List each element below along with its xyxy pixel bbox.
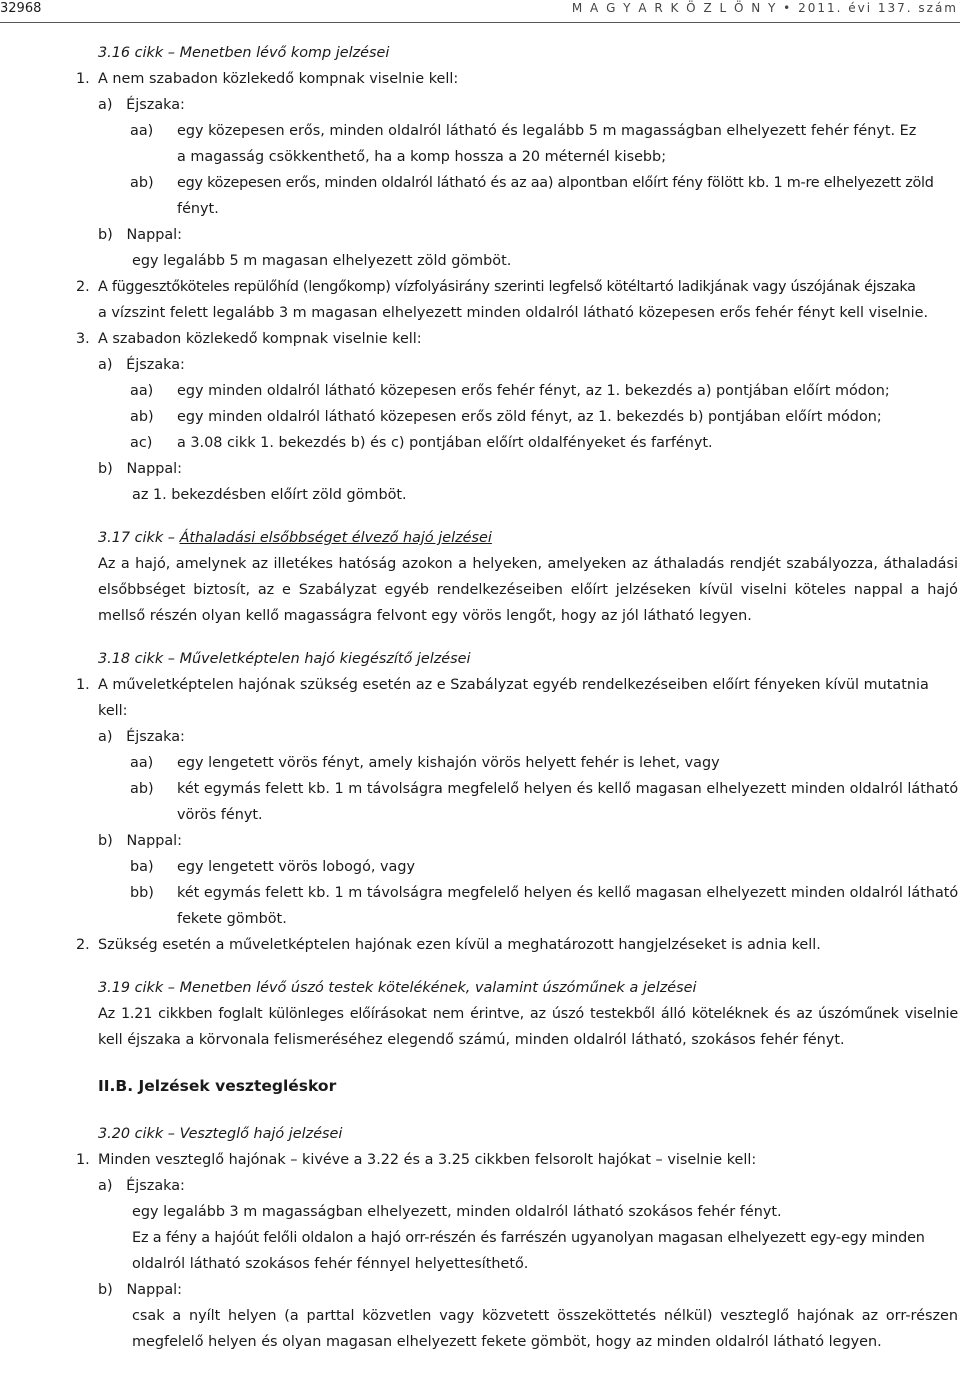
subpoint-text: fekete gömböt. xyxy=(177,911,287,927)
subpoint-ba xyxy=(76,854,958,880)
subpoint-ac xyxy=(76,430,958,456)
subpoint-marker: aa) xyxy=(130,755,154,771)
subpoint-aa xyxy=(76,750,958,776)
point-marker: a) xyxy=(98,729,113,745)
journal-title: M A G Y A R K Ö Z L Ö N Y • 2011. évi 137. szám xyxy=(571,1,958,15)
section-heading-3-17: 3.17 cikk – Áthaladási elsőbbséget élvező hajó jelzései xyxy=(98,530,492,546)
point-text: megfelelő helyen és olyan magasan elhelyezett fekete gömböt, hogy az minden oldalról látható legyen. xyxy=(132,1334,882,1350)
paragraph-number: 2. xyxy=(76,937,90,953)
point-b xyxy=(76,456,958,482)
paragraph-line: Az a hajó, amelynek az illetékes hatóság azokon a helyeken, amelyeken az áthaladás rendjét szabályozza, áthaladási xyxy=(98,556,958,572)
paragraph-line: kell éjszaka a körvonala felismeréséhez elegendő számú, minden oldalról látható, szokásos fehér fényt. xyxy=(98,1032,845,1048)
point-label: Nappal: xyxy=(126,833,183,849)
point-label: Nappal: xyxy=(126,227,183,243)
paragraph-1 xyxy=(76,66,958,92)
section-heading-3-18: 3.18 cikk – Műveletképtelen hajó kiegészítő jelzései xyxy=(98,651,471,667)
paragraph-number: 1. xyxy=(76,71,90,87)
heading-title: Veszteglő hajó jelzései xyxy=(179,1126,343,1142)
paragraph-line: elsőbbséget biztosít, az e Szabályzat egyéb rendelkezéseiben előírt jelzéseken kívül viselni köteles nappal a hajó xyxy=(98,582,958,598)
paragraph-2 xyxy=(76,274,958,300)
paragraph-text: Minden veszteglő hajónak – kivéve a 3.22 és a 3.25 cikkben felsorolt hajókat – viselnie kell: xyxy=(98,1152,757,1168)
subpoint-text: vörös fényt. xyxy=(177,807,263,823)
page-number: 32968 xyxy=(0,1,42,16)
paragraph-number: 3. xyxy=(76,331,90,347)
paragraph-text: Szükség esetén a műveletképtelen hajónak ezen kívül a meghatározott hangjelzéseket is adnia kell. xyxy=(98,937,821,953)
section-heading-3-16: 3.16 cikk – Menetben lévő komp jelzései xyxy=(98,45,390,61)
point-a xyxy=(76,1173,958,1199)
heading-number: 3.19 cikk xyxy=(98,980,164,996)
subpoint-marker: ab) xyxy=(130,409,154,425)
point-marker: a) xyxy=(98,357,113,373)
point-marker: a) xyxy=(98,1178,113,1194)
paragraph-2-cont xyxy=(76,300,958,326)
point-b xyxy=(76,222,958,248)
subpoint-marker: aa) xyxy=(130,383,154,399)
section-heading-3-19: 3.19 cikk – Menetben lévő úszó testek kötelékének, valamint úszóműnek a jelzései xyxy=(98,980,697,996)
point-a xyxy=(76,352,958,378)
point-text: egy legalább 3 m magasságban elhelyezett, minden oldalról látható szokásos fehér fényt. xyxy=(132,1204,782,1220)
heading-number: 3.17 cikk xyxy=(98,530,164,546)
paragraph-line: Az 1.21 cikkben foglalt különleges előírásokat nem érintve, az úszó testekből álló köteléknek és az úszóműnek viselnie xyxy=(98,1006,958,1022)
point-text: csak a nyílt helyen (a parttal közvetlen vagy közvetett összeköttetés nélkül) veszteglő hajónak az orr-részen xyxy=(132,1308,958,1324)
subpoint-marker: ab) xyxy=(130,781,154,797)
subpoint-marker: ab) xyxy=(130,175,154,191)
point-b-text xyxy=(76,1303,958,1329)
paragraph-3 xyxy=(76,326,958,352)
point-b xyxy=(76,1277,958,1303)
point-label: Éjszaka: xyxy=(126,729,185,745)
paragraph-1-cont xyxy=(76,698,958,724)
paragraph-text xyxy=(76,1001,958,1027)
subpoint-text: fényt. xyxy=(177,201,219,217)
heading-title: Menetben lévő úszó testek kötelékének, valamint úszóműnek a jelzései xyxy=(179,980,697,996)
paragraph-text: A nem szabadon közlekedő kompnak viselnie kell: xyxy=(98,71,459,87)
point-marker: b) xyxy=(98,833,113,849)
point-marker: b) xyxy=(98,1282,113,1298)
point-marker: b) xyxy=(98,227,113,243)
paragraph-2 xyxy=(76,932,958,958)
heading-number: 3.16 cikk xyxy=(98,45,164,61)
heading-title: Áthaladási elsőbbséget élvező hajó jelzései xyxy=(179,530,492,546)
subpoint-text: egy lengetett vörös fényt, amely kishajón vörös helyett fehér is lehet, vagy xyxy=(177,755,720,771)
subpoint-aa-cont xyxy=(76,144,958,170)
subpoint-marker: aa) xyxy=(130,123,154,139)
paragraph-number: 2. xyxy=(76,279,90,295)
heading-number: 3.18 cikk xyxy=(98,651,164,667)
heading-number: 3.20 cikk xyxy=(98,1126,164,1142)
subpoint-ab xyxy=(76,170,958,196)
subpoint-aa xyxy=(76,378,958,404)
section-heading-3-20: 3.20 cikk – Veszteglő hajó jelzései xyxy=(98,1126,343,1142)
subpoint-text: egy közepesen erős, minden oldalról látható és legalább 5 m magasságban elhelyezett fehér fényt. Ez xyxy=(177,123,917,139)
part-title: II.B. Jelzések vesztegléskor xyxy=(98,1077,337,1095)
paragraph-text xyxy=(76,1027,958,1053)
subpoint-text: két egymás felett kb. 1 m távolságra megfelelő helyen és kellő magasan elhelyezett minden oldalról látható xyxy=(177,885,959,901)
point-marker: b) xyxy=(98,461,113,477)
subpoint-ab xyxy=(76,776,958,802)
point-label: Éjszaka: xyxy=(126,357,185,373)
point-a-text xyxy=(76,1251,958,1277)
part-title-ii-b xyxy=(76,1073,958,1099)
paragraph-number: 1. xyxy=(76,1152,90,1168)
subpoint-text: egy lengetett vörös lobogó, vagy xyxy=(177,859,416,875)
subpoint-ab-cont xyxy=(76,196,958,222)
point-text: Ez a fény a hajóút felőli oldalon a hajó orr-részén és farrészén ugyanolyan magasan elhelyezett egy-egy minden xyxy=(132,1230,925,1246)
paragraph-number: 1. xyxy=(76,677,90,693)
point-b xyxy=(76,828,958,854)
subpoint-marker: ba) xyxy=(130,859,154,875)
subpoint-text: a 3.08 cikk 1. bekezdés b) és c) pontjában előírt oldalfényeket és farfényt. xyxy=(177,435,713,451)
point-label: Éjszaka: xyxy=(126,1178,185,1194)
paragraph-text: A műveletképtelen hajónak szükség esetén az e Szabályzat egyéb rendelkezéseiben előírt fényeken kívül mutatnia xyxy=(98,677,929,693)
point-text: oldalról látható szokásos fehér fénnyel helyettesíthető. xyxy=(132,1256,529,1272)
subpoint-text: egy közepesen erős, minden oldalról látható és az aa) alpontban előírt fény fölött kb. 1 m-re elhelyezett zöld xyxy=(177,175,934,191)
header-rule xyxy=(0,22,960,23)
point-label: Nappal: xyxy=(126,1282,183,1298)
subpoint-ab xyxy=(76,404,958,430)
heading-title: Menetben lévő komp jelzései xyxy=(179,45,390,61)
paragraph-text xyxy=(76,603,958,629)
subpoint-aa xyxy=(76,118,958,144)
document-body xyxy=(76,40,958,1355)
subpoint-bb xyxy=(76,880,958,906)
point-label: Nappal: xyxy=(126,461,183,477)
subpoint-marker: bb) xyxy=(130,885,154,901)
subpoint-bb-cont xyxy=(76,906,958,932)
spacer xyxy=(76,1099,958,1121)
spacer xyxy=(76,629,958,646)
point-b-text xyxy=(76,1329,958,1355)
point-a xyxy=(76,724,958,750)
paragraph-text: A szabadon közlekedő kompnak viselnie kell: xyxy=(98,331,422,347)
point-text: egy legalább 5 m magasan elhelyezett zöld gömböt. xyxy=(132,253,512,269)
heading-title: Műveletképtelen hajó kiegészítő jelzései xyxy=(179,651,471,667)
subpoint-text: egy minden oldalról látható közepesen erős zöld fényt, az 1. bekezdés b) pontjában előírt módon; xyxy=(177,409,882,425)
point-text: az 1. bekezdésben előírt zöld gömböt. xyxy=(132,487,407,503)
spacer xyxy=(76,958,958,975)
point-a xyxy=(76,92,958,118)
point-a-text xyxy=(76,1199,958,1225)
paragraph-text xyxy=(76,577,958,603)
subpoint-text: a magasság csökkenthető, ha a komp hossza a 20 méternél kisebb; xyxy=(177,149,667,165)
subpoint-ab-cont xyxy=(76,802,958,828)
paragraph-text: A függesztőköteles repülőhíd (lengőkomp) vízfolyásirány szerinti legfelső kötéltartó ladikjának vagy úszójának éjszaka xyxy=(98,279,916,295)
point-marker: a) xyxy=(98,97,113,113)
subpoint-text: egy minden oldalról látható közepesen erős fehér fényt, az 1. bekezdés a) pontjában előírt módon; xyxy=(177,383,890,399)
paragraph-text: kell: xyxy=(98,703,128,719)
subpoint-marker: ac) xyxy=(130,435,153,451)
paragraph-text: a vízszint felett legalább 3 m magasan elhelyezett minden oldalról látható közepesen erős fehér fényt kell viselnie. xyxy=(98,305,929,321)
paragraph-1 xyxy=(76,1147,958,1173)
point-a-text xyxy=(76,1225,958,1251)
point-label: Éjszaka: xyxy=(126,97,185,113)
paragraph-1 xyxy=(76,672,958,698)
spacer xyxy=(76,1053,958,1073)
point-b-text xyxy=(76,248,958,274)
paragraph-text xyxy=(76,551,958,577)
subpoint-text: két egymás felett kb. 1 m távolságra megfelelő helyen és kellő magasan elhelyezett minden oldalról látható xyxy=(177,781,959,797)
paragraph-line: mellső részén olyan kellő magasságra felvont egy vörös lengőt, hogy az jól látható legyen. xyxy=(98,608,752,624)
point-b-text xyxy=(76,482,958,508)
spacer xyxy=(76,508,958,525)
